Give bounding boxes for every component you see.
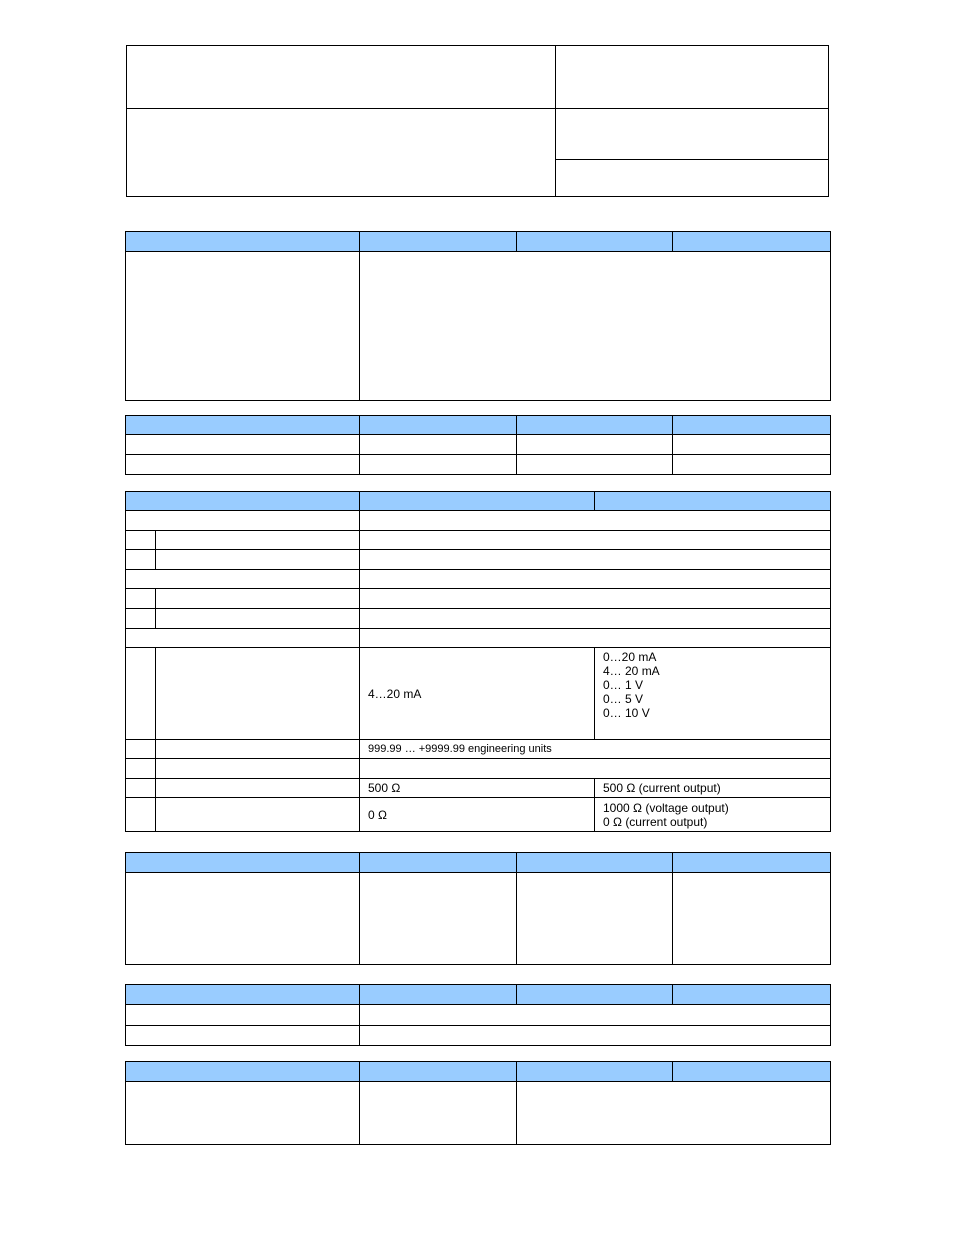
table-cell [126, 759, 156, 779]
table-cell [360, 1005, 831, 1026]
table-cell [126, 740, 156, 759]
table-cell [126, 629, 360, 648]
header-cell [126, 416, 360, 435]
value-range-option: 0… 10 V [603, 706, 650, 720]
table-cell [517, 873, 673, 965]
header-cell [360, 985, 517, 1005]
title-block-right-divider [555, 159, 829, 160]
table-cell [156, 798, 360, 832]
title-block [126, 45, 829, 197]
table-cell [126, 511, 360, 531]
spec-table-4 [125, 852, 831, 965]
header-cell [673, 416, 831, 435]
table-cell [126, 648, 156, 740]
table-cell [156, 648, 360, 740]
table-cell [360, 1082, 517, 1145]
value-range-option: 4… 20 mA [603, 664, 660, 678]
header-cell [360, 492, 595, 511]
default-value-range: 4…20 mA [360, 648, 595, 740]
table-cell [517, 435, 673, 455]
table-cell [126, 798, 156, 832]
table-cell [126, 550, 156, 570]
table-cell [126, 455, 360, 475]
header-cell [517, 985, 673, 1005]
table-cell [156, 740, 360, 759]
output-spec-table [125, 491, 831, 832]
table-cell [673, 455, 831, 475]
table-cell [126, 531, 156, 550]
header-cell [673, 1062, 831, 1082]
header-cell [360, 1062, 517, 1082]
header-cell [517, 853, 673, 873]
table-cell [156, 589, 360, 609]
table-cell [126, 252, 360, 401]
scaling-range: 999.99 … +9999.99 engineering units [360, 740, 831, 759]
table-cell [156, 550, 360, 570]
min-load-options [595, 798, 831, 832]
header-cell [673, 232, 831, 252]
table-cell [360, 759, 831, 779]
table-cell [360, 455, 517, 475]
value-range-option: 0… 5 V [603, 692, 644, 706]
min-load-option: 0 Ω (current output) [603, 814, 708, 829]
table-cell [360, 435, 517, 455]
table-cell [360, 629, 831, 648]
table-cell [517, 1082, 831, 1145]
header-cell [360, 853, 517, 873]
table-cell [360, 531, 831, 550]
table-cell [673, 873, 831, 965]
max-load-option: 500 Ω (current output) [595, 779, 831, 798]
table-cell [126, 570, 360, 589]
table-cell [360, 1026, 831, 1046]
table-cell [360, 609, 831, 629]
table-cell [360, 589, 831, 609]
header-cell [517, 1062, 673, 1082]
header-cell [126, 492, 360, 511]
table-cell [517, 455, 673, 475]
table-cell [673, 435, 831, 455]
table-cell [156, 609, 360, 629]
header-cell [126, 1062, 360, 1082]
table-cell [126, 609, 156, 629]
table-cell [360, 511, 831, 531]
header-cell [126, 853, 360, 873]
table-cell [126, 1005, 360, 1026]
table-cell [126, 779, 156, 798]
min-load-option: 1000 Ω (voltage output) [603, 800, 729, 815]
title-block-divider [555, 45, 556, 197]
spec-table-5 [125, 984, 831, 1046]
table-cell [156, 779, 360, 798]
header-cell [517, 232, 673, 252]
header-cell [673, 853, 831, 873]
table-cell [360, 252, 831, 401]
table-cell [360, 570, 831, 589]
header-cell [673, 985, 831, 1005]
min-load-default: 0 Ω [360, 798, 595, 832]
spec-table-6 [125, 1061, 831, 1145]
table-cell [126, 1082, 360, 1145]
table-cell [360, 550, 831, 570]
spec-table-2 [125, 415, 831, 475]
value-range-option: 0…20 mA [603, 650, 657, 664]
max-load-default: 500 Ω [360, 779, 595, 798]
table-cell [156, 531, 360, 550]
table-cell [126, 589, 156, 609]
value-range-options [595, 648, 831, 740]
table-cell [156, 759, 360, 779]
value-range-option: 0… 1 V [603, 678, 644, 692]
header-cell [595, 492, 831, 511]
spec-table-1 [125, 231, 831, 401]
table-cell [126, 435, 360, 455]
table-cell [360, 873, 517, 965]
header-cell [126, 985, 360, 1005]
header-cell [517, 416, 673, 435]
header-cell [360, 416, 517, 435]
table-cell [126, 1026, 360, 1046]
header-cell [126, 232, 360, 252]
title-block-row-divider [126, 108, 829, 109]
table-cell [126, 873, 360, 965]
header-cell [360, 232, 517, 252]
